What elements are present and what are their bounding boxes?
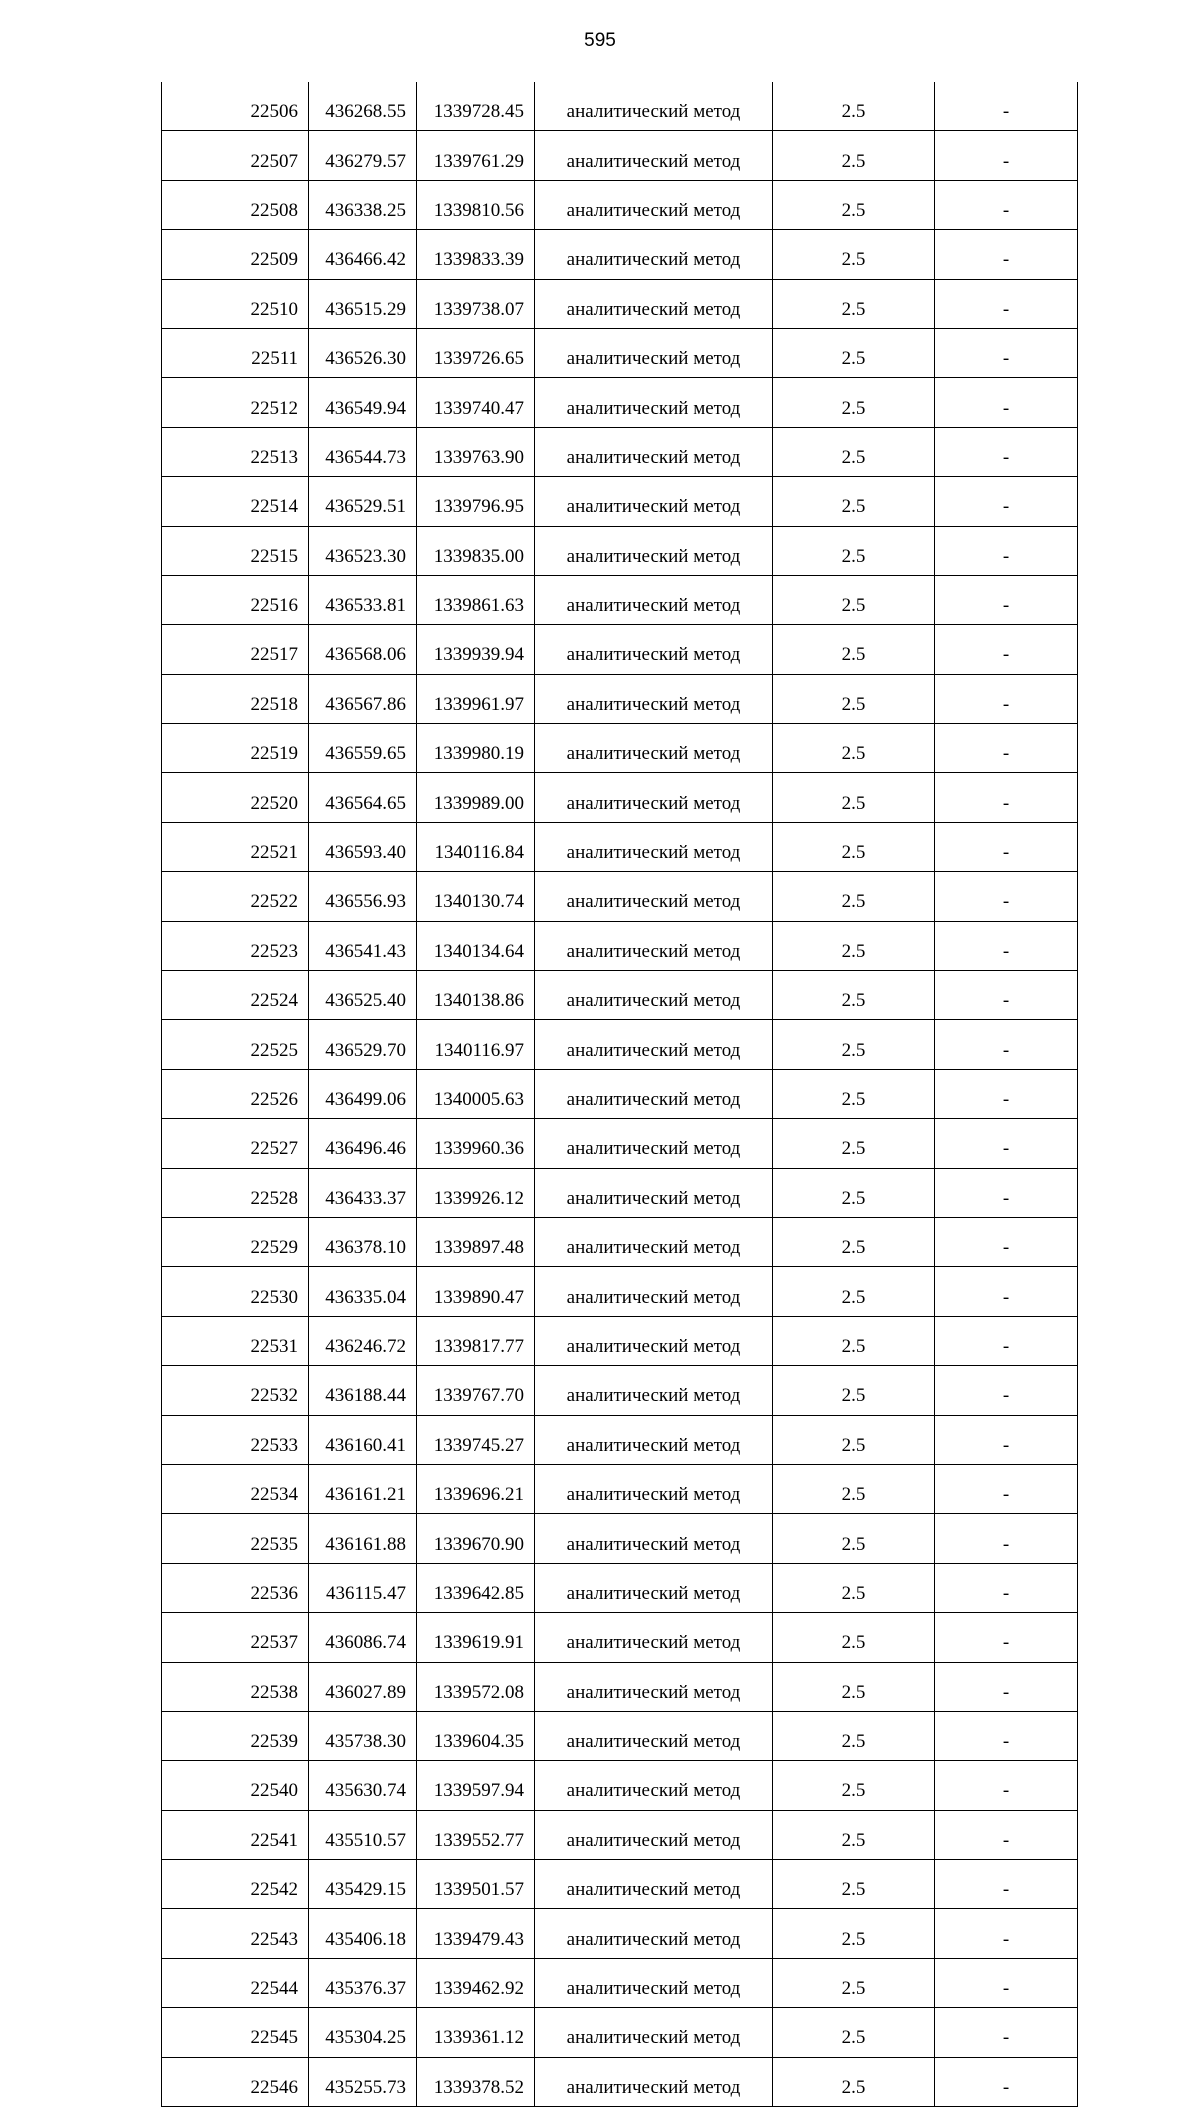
method-cell: аналитический метод: [535, 1909, 773, 1958]
table-row: [162, 82, 1078, 131]
point-number-cell: 22541: [162, 1810, 309, 1859]
table-row: [162, 625, 1078, 674]
table-row: [162, 1662, 1078, 1711]
accuracy-cell: 2.5: [773, 1662, 935, 1711]
y-coordinate-cell: 1340005.63: [417, 1069, 535, 1118]
method-cell: аналитический метод: [535, 1316, 773, 1365]
point-number-cell: 22518: [162, 674, 309, 723]
method-cell: аналитический метод: [535, 1662, 773, 1711]
point-number-cell: 22546: [162, 2057, 309, 2106]
point-number-cell: 22534: [162, 1464, 309, 1513]
table-row: [162, 279, 1078, 328]
x-coordinate-cell: 436279.57: [309, 131, 417, 180]
point-number-cell: 22507: [162, 131, 309, 180]
x-coordinate-cell: 435304.25: [309, 2008, 417, 2057]
table-row: [162, 1711, 1078, 1760]
method-cell: аналитический метод: [535, 625, 773, 674]
x-coordinate-cell: 436188.44: [309, 1366, 417, 1415]
y-coordinate-cell: 1339960.36: [417, 1119, 535, 1168]
note-cell: -: [935, 971, 1078, 1020]
note-cell: -: [935, 477, 1078, 526]
note-cell: -: [935, 1168, 1078, 1217]
y-coordinate-cell: 1339767.70: [417, 1366, 535, 1415]
x-coordinate-cell: 435429.15: [309, 1860, 417, 1909]
note-cell: -: [935, 921, 1078, 970]
accuracy-cell: 2.5: [773, 674, 935, 723]
point-number-cell: 22542: [162, 1860, 309, 1909]
method-cell: аналитический метод: [535, 2008, 773, 2057]
y-coordinate-cell: 1340138.86: [417, 971, 535, 1020]
y-coordinate-cell: 1339552.77: [417, 1810, 535, 1859]
table-row: [162, 1810, 1078, 1859]
table-row: [162, 1563, 1078, 1612]
note-cell: -: [935, 1860, 1078, 1909]
note-cell: -: [935, 1415, 1078, 1464]
note-cell: -: [935, 1119, 1078, 1168]
method-cell: аналитический метод: [535, 180, 773, 229]
x-coordinate-cell: 436556.93: [309, 872, 417, 921]
note-cell: -: [935, 230, 1078, 279]
x-coordinate-cell: 435630.74: [309, 1761, 417, 1810]
note-cell: -: [935, 1909, 1078, 1958]
accuracy-cell: 2.5: [773, 1415, 935, 1464]
table-row: [162, 1464, 1078, 1513]
point-number-cell: 22535: [162, 1514, 309, 1563]
note-cell: -: [935, 82, 1078, 131]
point-number-cell: 22517: [162, 625, 309, 674]
note-cell: -: [935, 427, 1078, 476]
note-cell: -: [935, 1366, 1078, 1415]
point-number-cell: 22531: [162, 1316, 309, 1365]
note-cell: -: [935, 2008, 1078, 2057]
method-cell: аналитический метод: [535, 1711, 773, 1760]
y-coordinate-cell: 1339980.19: [417, 724, 535, 773]
point-number-cell: 22526: [162, 1069, 309, 1118]
x-coordinate-cell: 436526.30: [309, 328, 417, 377]
x-coordinate-cell: 435738.30: [309, 1711, 417, 1760]
y-coordinate-cell: 1339745.27: [417, 1415, 535, 1464]
note-cell: -: [935, 131, 1078, 180]
x-coordinate-cell: 436499.06: [309, 1069, 417, 1118]
accuracy-cell: 2.5: [773, 1217, 935, 1266]
accuracy-cell: 2.5: [773, 2057, 935, 2106]
accuracy-cell: 2.5: [773, 526, 935, 575]
method-cell: аналитический метод: [535, 1069, 773, 1118]
x-coordinate-cell: 436544.73: [309, 427, 417, 476]
note-cell: -: [935, 1020, 1078, 1069]
accuracy-cell: 2.5: [773, 1563, 935, 1612]
x-coordinate-cell: 436246.72: [309, 1316, 417, 1365]
table-row: [162, 1860, 1078, 1909]
point-number-cell: 22537: [162, 1613, 309, 1662]
table-row: [162, 1761, 1078, 1810]
coordinates-table: [161, 82, 1078, 2107]
method-cell: аналитический метод: [535, 1366, 773, 1415]
table-row: [162, 674, 1078, 723]
method-cell: аналитический метод: [535, 971, 773, 1020]
note-cell: -: [935, 378, 1078, 427]
note-cell: -: [935, 822, 1078, 871]
table-row: [162, 575, 1078, 624]
y-coordinate-cell: 1340116.97: [417, 1020, 535, 1069]
x-coordinate-cell: 435510.57: [309, 1810, 417, 1859]
method-cell: аналитический метод: [535, 279, 773, 328]
method-cell: аналитический метод: [535, 1267, 773, 1316]
accuracy-cell: 2.5: [773, 2008, 935, 2057]
note-cell: -: [935, 1217, 1078, 1266]
accuracy-cell: 2.5: [773, 1316, 935, 1365]
x-coordinate-cell: 436160.41: [309, 1415, 417, 1464]
y-coordinate-cell: 1339835.00: [417, 526, 535, 575]
table-row: [162, 872, 1078, 921]
point-number-cell: 22519: [162, 724, 309, 773]
accuracy-cell: 2.5: [773, 180, 935, 229]
accuracy-cell: 2.5: [773, 230, 935, 279]
accuracy-cell: 2.5: [773, 1020, 935, 1069]
note-cell: -: [935, 1810, 1078, 1859]
accuracy-cell: 2.5: [773, 328, 935, 377]
method-cell: аналитический метод: [535, 477, 773, 526]
table-row: [162, 1514, 1078, 1563]
x-coordinate-cell: 435406.18: [309, 1909, 417, 1958]
table-row: [162, 477, 1078, 526]
point-number-cell: 22506: [162, 82, 309, 131]
accuracy-cell: 2.5: [773, 625, 935, 674]
method-cell: аналитический метод: [535, 1415, 773, 1464]
note-cell: -: [935, 1563, 1078, 1612]
point-number-cell: 22511: [162, 328, 309, 377]
table-row: [162, 1020, 1078, 1069]
y-coordinate-cell: 1339897.48: [417, 1217, 535, 1266]
y-coordinate-cell: 1339926.12: [417, 1168, 535, 1217]
table-row: [162, 378, 1078, 427]
method-cell: аналитический метод: [535, 378, 773, 427]
note-cell: -: [935, 1267, 1078, 1316]
method-cell: аналитический метод: [535, 427, 773, 476]
point-number-cell: 22533: [162, 1415, 309, 1464]
accuracy-cell: 2.5: [773, 1168, 935, 1217]
point-number-cell: 22513: [162, 427, 309, 476]
page-number: 595: [584, 30, 616, 51]
table-row: [162, 1958, 1078, 2007]
table-row: [162, 1168, 1078, 1217]
x-coordinate-cell: 436027.89: [309, 1662, 417, 1711]
table-row: [162, 1267, 1078, 1316]
accuracy-cell: 2.5: [773, 1267, 935, 1316]
note-cell: -: [935, 1613, 1078, 1662]
note-cell: -: [935, 1662, 1078, 1711]
accuracy-cell: 2.5: [773, 477, 935, 526]
accuracy-cell: 2.5: [773, 1860, 935, 1909]
point-number-cell: 22523: [162, 921, 309, 970]
accuracy-cell: 2.5: [773, 921, 935, 970]
accuracy-cell: 2.5: [773, 131, 935, 180]
y-coordinate-cell: 1339726.65: [417, 328, 535, 377]
point-number-cell: 22528: [162, 1168, 309, 1217]
table-row: [162, 230, 1078, 279]
y-coordinate-cell: 1339761.29: [417, 131, 535, 180]
y-coordinate-cell: 1339619.91: [417, 1613, 535, 1662]
y-coordinate-cell: 1339817.77: [417, 1316, 535, 1365]
accuracy-cell: 2.5: [773, 971, 935, 1020]
y-coordinate-cell: 1339939.94: [417, 625, 535, 674]
note-cell: -: [935, 625, 1078, 674]
y-coordinate-cell: 1339501.57: [417, 1860, 535, 1909]
table-row: [162, 1613, 1078, 1662]
accuracy-cell: 2.5: [773, 1711, 935, 1760]
accuracy-cell: 2.5: [773, 1069, 935, 1118]
note-cell: -: [935, 575, 1078, 624]
method-cell: аналитический метод: [535, 230, 773, 279]
y-coordinate-cell: 1339861.63: [417, 575, 535, 624]
accuracy-cell: 2.5: [773, 773, 935, 822]
x-coordinate-cell: 436549.94: [309, 378, 417, 427]
note-cell: -: [935, 2057, 1078, 2106]
table-row: [162, 328, 1078, 377]
note-cell: -: [935, 1761, 1078, 1810]
note-cell: -: [935, 1464, 1078, 1513]
method-cell: аналитический метод: [535, 1958, 773, 2007]
x-coordinate-cell: 436496.46: [309, 1119, 417, 1168]
point-number-cell: 22512: [162, 378, 309, 427]
table-row: [162, 1316, 1078, 1365]
table-row: [162, 773, 1078, 822]
y-coordinate-cell: 1339738.07: [417, 279, 535, 328]
method-cell: аналитический метод: [535, 921, 773, 970]
x-coordinate-cell: 436338.25: [309, 180, 417, 229]
point-number-cell: 22544: [162, 1958, 309, 2007]
note-cell: -: [935, 1711, 1078, 1760]
table-row: [162, 971, 1078, 1020]
note-cell: -: [935, 180, 1078, 229]
method-cell: аналитический метод: [535, 328, 773, 377]
accuracy-cell: 2.5: [773, 1761, 935, 1810]
y-coordinate-cell: 1339961.97: [417, 674, 535, 723]
y-coordinate-cell: 1339989.00: [417, 773, 535, 822]
y-coordinate-cell: 1339462.92: [417, 1958, 535, 2007]
accuracy-cell: 2.5: [773, 822, 935, 871]
accuracy-cell: 2.5: [773, 1464, 935, 1513]
x-coordinate-cell: 436268.55: [309, 82, 417, 131]
point-number-cell: 22522: [162, 872, 309, 921]
x-coordinate-cell: 435376.37: [309, 1958, 417, 2007]
point-number-cell: 22530: [162, 1267, 309, 1316]
coordinates-table-body: [162, 82, 1078, 2107]
x-coordinate-cell: 436515.29: [309, 279, 417, 328]
method-cell: аналитический метод: [535, 1514, 773, 1563]
method-cell: аналитический метод: [535, 1168, 773, 1217]
method-cell: аналитический метод: [535, 131, 773, 180]
x-coordinate-cell: 436564.65: [309, 773, 417, 822]
table-row: [162, 822, 1078, 871]
y-coordinate-cell: 1339642.85: [417, 1563, 535, 1612]
y-coordinate-cell: 1339810.56: [417, 180, 535, 229]
accuracy-cell: 2.5: [773, 279, 935, 328]
note-cell: -: [935, 674, 1078, 723]
method-cell: аналитический метод: [535, 1613, 773, 1662]
x-coordinate-cell: 436086.74: [309, 1613, 417, 1662]
x-coordinate-cell: 436529.70: [309, 1020, 417, 1069]
point-number-cell: 22515: [162, 526, 309, 575]
y-coordinate-cell: 1339890.47: [417, 1267, 535, 1316]
point-number-cell: 22516: [162, 575, 309, 624]
point-number-cell: 22543: [162, 1909, 309, 1958]
point-number-cell: 22538: [162, 1662, 309, 1711]
note-cell: -: [935, 1069, 1078, 1118]
point-number-cell: 22509: [162, 230, 309, 279]
accuracy-cell: 2.5: [773, 82, 935, 131]
table-row: [162, 1909, 1078, 1958]
method-cell: аналитический метод: [535, 724, 773, 773]
method-cell: аналитический метод: [535, 1860, 773, 1909]
method-cell: аналитический метод: [535, 822, 773, 871]
x-coordinate-cell: 436378.10: [309, 1217, 417, 1266]
table-row: [162, 1415, 1078, 1464]
x-coordinate-cell: 436593.40: [309, 822, 417, 871]
accuracy-cell: 2.5: [773, 724, 935, 773]
point-number-cell: 22536: [162, 1563, 309, 1612]
method-cell: аналитический метод: [535, 773, 773, 822]
note-cell: -: [935, 328, 1078, 377]
point-number-cell: 22529: [162, 1217, 309, 1266]
accuracy-cell: 2.5: [773, 1514, 935, 1563]
x-coordinate-cell: 436161.21: [309, 1464, 417, 1513]
x-coordinate-cell: 436541.43: [309, 921, 417, 970]
table-row: [162, 131, 1078, 180]
method-cell: аналитический метод: [535, 2057, 773, 2106]
y-coordinate-cell: 1339696.21: [417, 1464, 535, 1513]
note-cell: -: [935, 1958, 1078, 2007]
accuracy-cell: 2.5: [773, 872, 935, 921]
x-coordinate-cell: 436433.37: [309, 1168, 417, 1217]
method-cell: аналитический метод: [535, 1020, 773, 1069]
x-coordinate-cell: 436161.88: [309, 1514, 417, 1563]
point-number-cell: 22524: [162, 971, 309, 1020]
y-coordinate-cell: 1339378.52: [417, 2057, 535, 2106]
x-coordinate-cell: 436335.04: [309, 1267, 417, 1316]
accuracy-cell: 2.5: [773, 1366, 935, 1415]
table-row: [162, 526, 1078, 575]
x-coordinate-cell: 436567.86: [309, 674, 417, 723]
table-row: [162, 180, 1078, 229]
y-coordinate-cell: 1339361.12: [417, 2008, 535, 2057]
method-cell: аналитический метод: [535, 674, 773, 723]
accuracy-cell: 2.5: [773, 1909, 935, 1958]
y-coordinate-cell: 1339479.43: [417, 1909, 535, 1958]
accuracy-cell: 2.5: [773, 427, 935, 476]
table-row: [162, 1366, 1078, 1415]
point-number-cell: 22514: [162, 477, 309, 526]
method-cell: аналитический метод: [535, 872, 773, 921]
point-number-cell: 22527: [162, 1119, 309, 1168]
y-coordinate-cell: 1339597.94: [417, 1761, 535, 1810]
point-number-cell: 22545: [162, 2008, 309, 2057]
accuracy-cell: 2.5: [773, 1613, 935, 1662]
accuracy-cell: 2.5: [773, 378, 935, 427]
note-cell: -: [935, 872, 1078, 921]
y-coordinate-cell: 1339740.47: [417, 378, 535, 427]
x-coordinate-cell: 436525.40: [309, 971, 417, 1020]
method-cell: аналитический метод: [535, 1810, 773, 1859]
table-row: [162, 724, 1078, 773]
y-coordinate-cell: 1339572.08: [417, 1662, 535, 1711]
point-number-cell: 22521: [162, 822, 309, 871]
x-coordinate-cell: 436529.51: [309, 477, 417, 526]
accuracy-cell: 2.5: [773, 575, 935, 624]
method-cell: аналитический метод: [535, 82, 773, 131]
x-coordinate-cell: 436568.06: [309, 625, 417, 674]
x-coordinate-cell: 436115.47: [309, 1563, 417, 1612]
table-row: [162, 1217, 1078, 1266]
point-number-cell: 22525: [162, 1020, 309, 1069]
point-number-cell: 22508: [162, 180, 309, 229]
table-row: [162, 2057, 1078, 2106]
method-cell: аналитический метод: [535, 1464, 773, 1513]
table-row: [162, 1119, 1078, 1168]
accuracy-cell: 2.5: [773, 1810, 935, 1859]
y-coordinate-cell: 1339670.90: [417, 1514, 535, 1563]
method-cell: аналитический метод: [535, 526, 773, 575]
y-coordinate-cell: 1340116.84: [417, 822, 535, 871]
table-row: [162, 1069, 1078, 1118]
note-cell: -: [935, 1316, 1078, 1365]
y-coordinate-cell: 1339728.45: [417, 82, 535, 131]
y-coordinate-cell: 1339604.35: [417, 1711, 535, 1760]
point-number-cell: 22532: [162, 1366, 309, 1415]
y-coordinate-cell: 1339833.39: [417, 230, 535, 279]
table-row: [162, 427, 1078, 476]
method-cell: аналитический метод: [535, 1761, 773, 1810]
x-coordinate-cell: 436559.65: [309, 724, 417, 773]
method-cell: аналитический метод: [535, 575, 773, 624]
note-cell: -: [935, 724, 1078, 773]
method-cell: аналитический метод: [535, 1119, 773, 1168]
accuracy-cell: 2.5: [773, 1119, 935, 1168]
x-coordinate-cell: 435255.73: [309, 2057, 417, 2106]
table-row: [162, 921, 1078, 970]
note-cell: -: [935, 279, 1078, 328]
x-coordinate-cell: 436523.30: [309, 526, 417, 575]
point-number-cell: 22510: [162, 279, 309, 328]
point-number-cell: 22520: [162, 773, 309, 822]
note-cell: -: [935, 526, 1078, 575]
y-coordinate-cell: 1339763.90: [417, 427, 535, 476]
table-row: [162, 2008, 1078, 2057]
point-number-cell: 22539: [162, 1711, 309, 1760]
x-coordinate-cell: 436466.42: [309, 230, 417, 279]
accuracy-cell: 2.5: [773, 1958, 935, 2007]
method-cell: аналитический метод: [535, 1563, 773, 1612]
method-cell: аналитический метод: [535, 1217, 773, 1266]
note-cell: -: [935, 1514, 1078, 1563]
point-number-cell: 22540: [162, 1761, 309, 1810]
y-coordinate-cell: 1339796.95: [417, 477, 535, 526]
note-cell: -: [935, 773, 1078, 822]
x-coordinate-cell: 436533.81: [309, 575, 417, 624]
y-coordinate-cell: 1340130.74: [417, 872, 535, 921]
y-coordinate-cell: 1340134.64: [417, 921, 535, 970]
